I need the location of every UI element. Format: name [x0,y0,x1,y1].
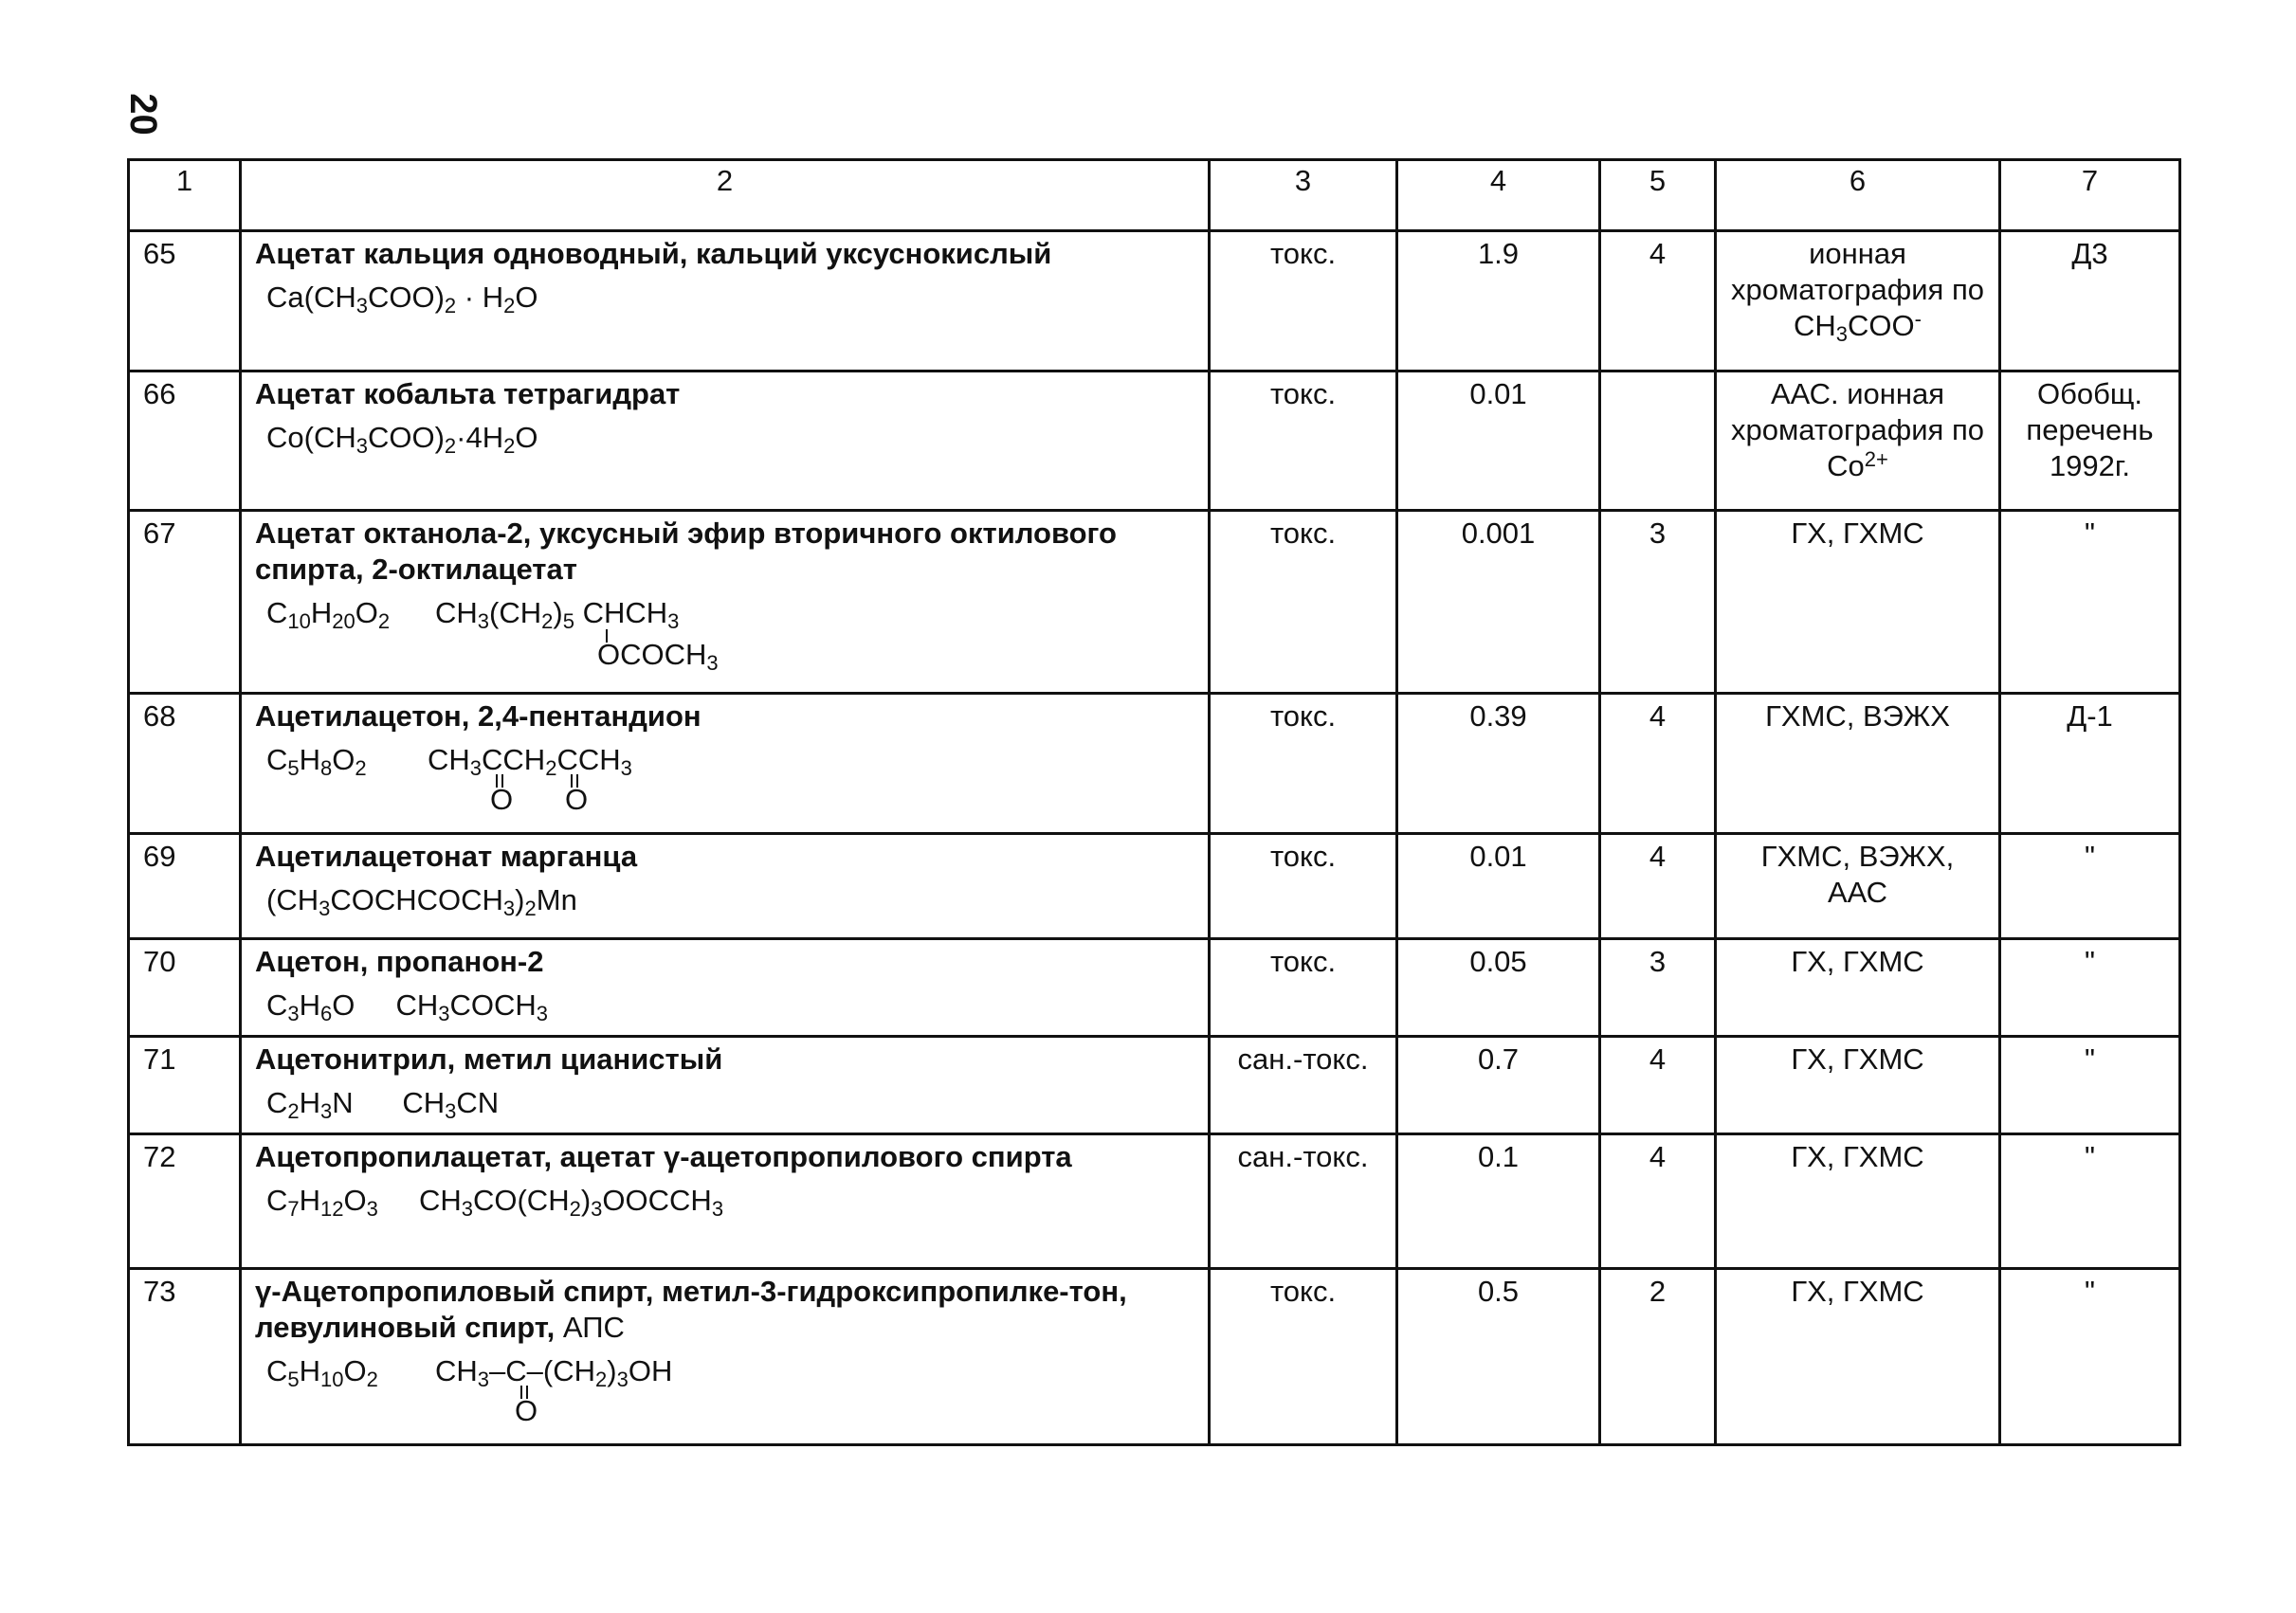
table-row [129,694,2180,834]
substance-formula: $C_7H_{12}O_3$ $CH_3CO(CH_2)_3OOCCH_3$ [266,1184,724,1221]
col-header-4: 4 [1397,160,1600,231]
source-cell: " [2000,1037,2180,1134]
hazard-class-cell: сан.-токс. [1210,1037,1397,1134]
substance-name-bold: γ-Ацетопропиловый спирт, метил-3-гидроксипропилке-тон, левулиновый спирт, [255,1275,1127,1344]
value-cell: 0.01 [1397,834,1600,939]
value-cell: 1.9 [1397,231,1600,372]
hazard-class-cell: токс. [1210,511,1397,694]
row-number: 67 [129,511,241,694]
method-cell: ААС. ионная хроматография по $Co^{2+}$ [1716,372,2000,511]
header-row [129,160,2180,231]
struct-main-chain: $CH_3(CH_2)_5$ $CHCH_3$ [435,596,680,633]
hazard-class-cell: токс. [1210,1269,1397,1445]
col-header-2: 2 [241,160,1210,231]
struct-oxygen-1: O [490,783,514,816]
substance-cell [241,1134,1210,1269]
substance-formula: $(CH_3COCHCOCH_3)_2Mn$ [266,883,577,920]
method-cell: ионная хроматография по $CH_3COO^-$ [1716,231,2000,372]
row-number: 65 [129,231,241,372]
value-cell: 0.001 [1397,511,1600,694]
substance-formula: $Co(CH_3COO)_2\cdot 4H_2O$ [266,421,538,458]
row-number: 71 [129,1037,241,1134]
value-cell: 0.05 [1397,939,1600,1037]
method-cell: ГХ, ГХМС [1716,1134,2000,1269]
class-cell: 4 [1600,834,1716,939]
substance-name [255,1274,1194,1346]
method-cell: ГХ, ГХМС [1716,1037,2000,1134]
substance-cell [241,1269,1210,1445]
hazard-class-cell: токс. [1210,231,1397,372]
row-number: 70 [129,939,241,1037]
col-header-1: 1 [129,160,241,231]
substance-cell [241,694,1210,834]
class-cell: 3 [1600,939,1716,1037]
substance-name: Ацетонитрил, метил цианистый [255,1042,723,1076]
brutto-formula: $C_5H_{10}O_2$ [266,1354,378,1391]
class-cell: 4 [1600,1134,1716,1269]
value-cell: 0.01 [1397,372,1600,511]
substance-cell [241,939,1210,1037]
substance-formula: $C_2H_3N$ $CH_3CN$ [266,1086,500,1123]
table-row [129,372,2180,511]
row-number: 68 [129,694,241,834]
substance-name: Ацетилацетон, 2,4-пентандион [255,699,702,733]
col-header-6: 6 [1716,160,2000,231]
substance-cell [241,834,1210,939]
method-cell: ГХ, ГХМС [1716,1269,2000,1445]
method-cell: ГХМС, ВЭЖХ [1716,694,2000,834]
source-cell: Д-1 [2000,694,2180,834]
structural-formula [266,742,1194,818]
substance-cell [241,1037,1210,1134]
struct-main-chain: $CH_3CCH_2CCH_3$ [428,743,632,780]
struct-oxygen: O [515,1394,538,1427]
source-cell: " [2000,511,2180,694]
substance-name: Ацетилацетонат марганца [255,840,638,873]
hazard-class-cell: сан.-токс. [1210,1134,1397,1269]
row-number: 66 [129,372,241,511]
class-cell: 2 [1600,1269,1716,1445]
struct-substituent: $OCOCH_3$ [597,638,719,675]
hazard-class-cell: токс. [1210,834,1397,939]
hazard-class-cell: токс. [1210,372,1397,511]
hazard-class-cell: токс. [1210,694,1397,834]
value-cell: 0.7 [1397,1037,1600,1134]
substance-formula: $C_3H_6O$ $CH_3COCH_3$ [266,988,549,1025]
substance-cell [241,511,1210,694]
structural-formula [266,1353,1194,1431]
method-cell: ГХ, ГХМС [1716,511,2000,694]
method-cell: ГХ, ГХМС [1716,939,2000,1037]
row-number: 72 [129,1134,241,1269]
substance-cell [241,231,1210,372]
class-cell [1600,372,1716,511]
table-row [129,1134,2180,1269]
source-cell: Д3 [2000,231,2180,372]
col-header-7: 7 [2000,160,2180,231]
source-cell: " [2000,834,2180,939]
substance-cell [241,372,1210,511]
value-cell: 0.39 [1397,694,1600,834]
row-number: 69 [129,834,241,939]
method-cell: ГХМС, ВЭЖХ, ААС [1716,834,2000,939]
class-cell: 3 [1600,511,1716,694]
structural-formula [266,595,1194,673]
table-row [129,1037,2180,1134]
source-cell: Обобщ. перечень 1992г. [2000,372,2180,511]
value-cell: 0.1 [1397,1134,1600,1269]
substance-name: Ацетопропилацетат, ацетат γ-ацетопропилового спирта [255,1140,1072,1173]
struct-main-chain: $CH_3-C-(CH_2)_3OH$ [435,1354,673,1391]
substances-table [127,158,2181,1446]
struct-oxygen-2: O [565,783,589,816]
substance-formula: $Ca(CH_3COO)_2 \cdot H_2O$ [266,281,538,317]
table-row [129,511,2180,694]
brutto-formula: $C_5H_8O_2$ [266,743,367,780]
table-row [129,834,2180,939]
substance-name: Ацетат кобальта тетрагидрат [255,377,681,410]
row-number: 73 [129,1269,241,1445]
value-cell: 0.5 [1397,1269,1600,1445]
hazard-class-cell: токс. [1210,939,1397,1037]
source-cell: " [2000,1134,2180,1269]
substance-abbreviation: АПС [562,1311,625,1344]
col-header-5: 5 [1600,160,1716,231]
page-number: 20 [121,93,164,136]
brutto-formula: $C_{10}H_{20}O_2$ [266,596,391,633]
substance-name: Ацетат октанола-2, уксусный эфир вторичного октилового спирта, 2-октилацетат [255,517,1117,586]
class-cell: 4 [1600,231,1716,372]
table-row [129,231,2180,372]
table-row [129,939,2180,1037]
col-header-3: 3 [1210,160,1397,231]
source-cell: " [2000,939,2180,1037]
substance-name: Ацетон, пропанон-2 [255,945,544,978]
class-cell: 4 [1600,1037,1716,1134]
source-cell: " [2000,1269,2180,1445]
table-row [129,1269,2180,1445]
class-cell: 4 [1600,694,1716,834]
substance-name: Ацетат кальция одноводный, кальций уксуснокислый [255,237,1052,270]
